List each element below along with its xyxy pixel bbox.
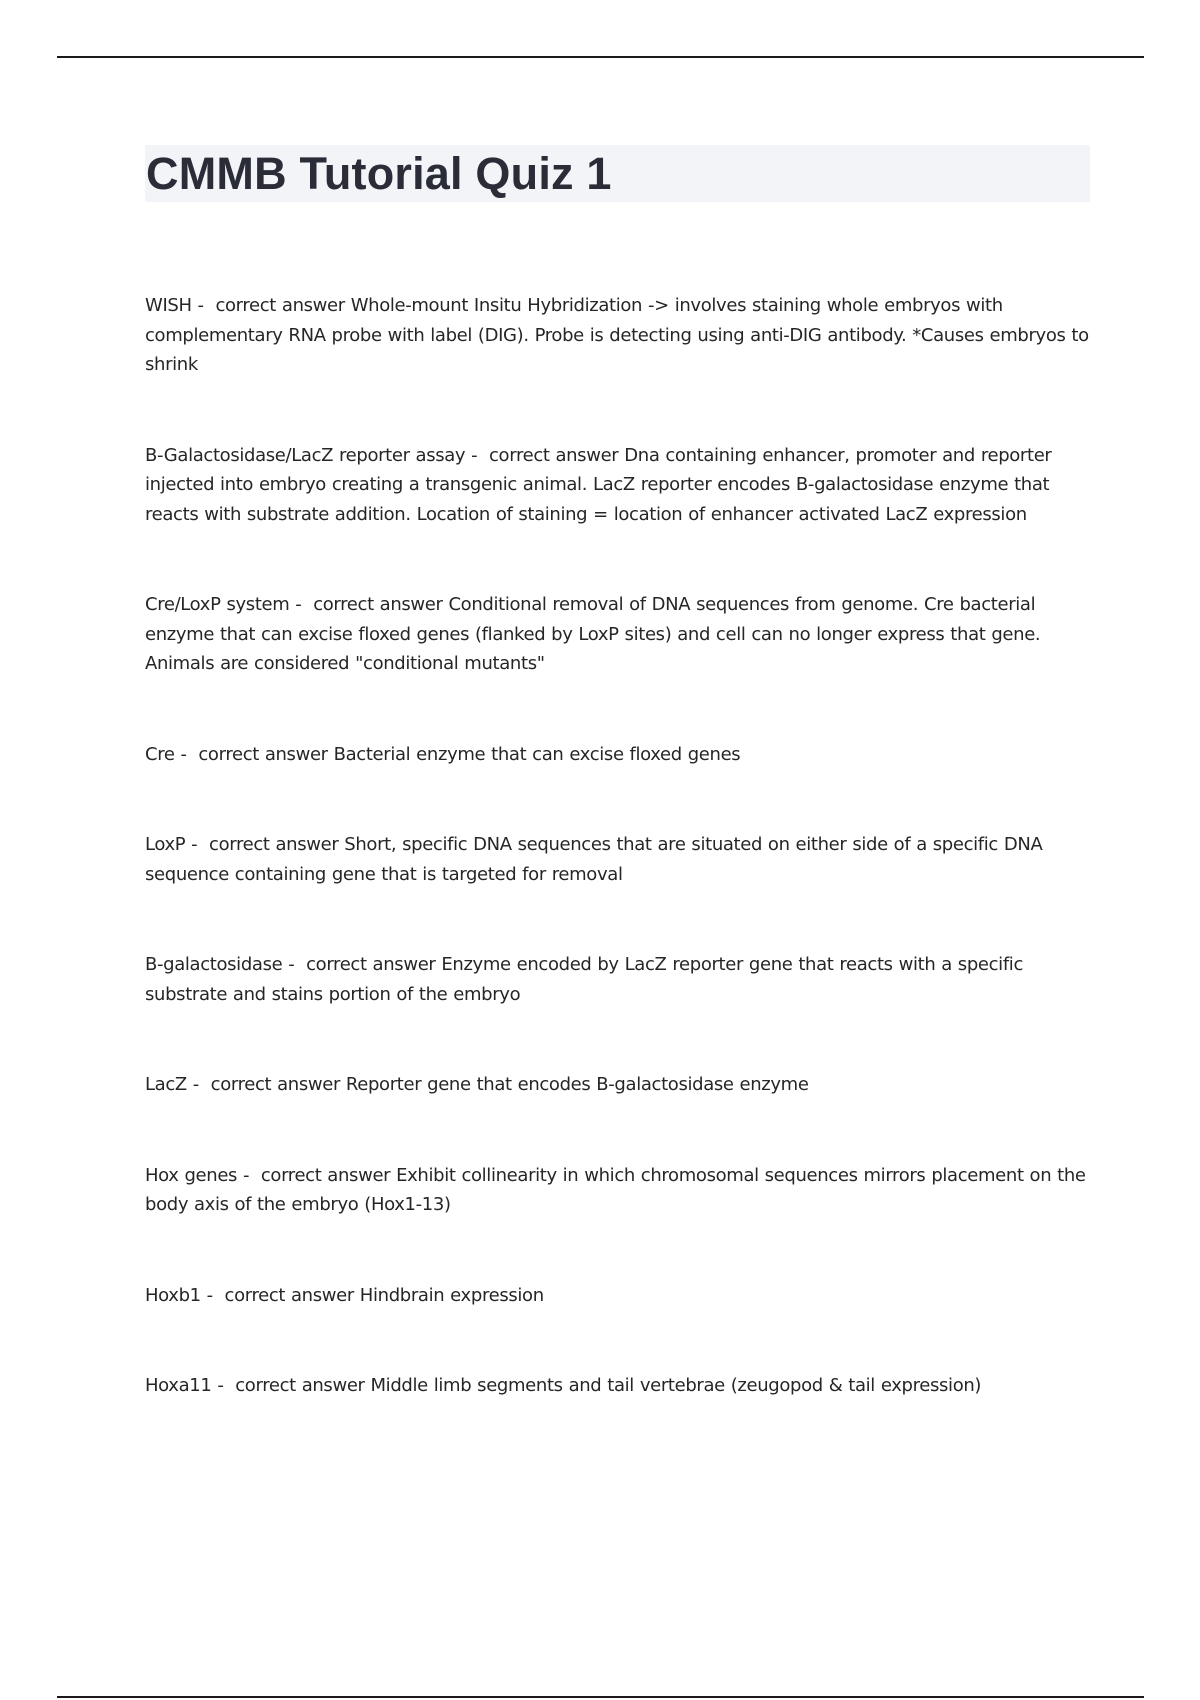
qa-separator: correct answer [210,1074,341,1095]
qa-item-wish: WISH - correct answer Whole-mount Insitu Hybridization -> involves staining whole embryos with complementary RNA probe with label (DIG). Probe is detecting using anti-DIG antibody. *Causes embryos to shrink [145,295,1089,375]
qa-separator: correct answer [198,743,328,765]
qa-term: Hoxa11 [145,1375,212,1396]
qa-answer: Exhibit collinearity in which chromosomal sequences mirrors placement on the body axis of the embryo (Hox1-13) [145,1164,1086,1215]
qa-answer: Enzyme encoded by LacZ reporter gene that reacts with a specific substrate and stains portion of the embryo [145,954,1024,1005]
qa-term: Hox genes [145,1164,238,1186]
qa-answer: Short, specific DNA sequences that are situated on either side of a specific DNA sequence containing gene that is targeted for removal [145,834,1043,885]
qa-item-cre-loxp: Cre/LoxP system - correct answer Conditional removal of DNA sequences from genome. Cre bacterial enzyme that can excise floxed genes (flanked by LoxP sites) and cell can no longer express that gene. Animals are considered "conditional mutants" [145,594,1041,674]
qa-separator: correct answer [489,444,619,466]
qa-term: B-Galactosidase/LacZ reporter assay [145,444,466,466]
qa-item-lacz-assay: B-Galactosidase/LacZ reporter assay - correct answer Dna containing enhancer, promoter and reporter injected into embryo creating a transgenic animal. LacZ reporter encodes B-galactosidase enzyme that reacts with substrate addition. Location of staining = location of enhancer activated LacZ expression [145,444,1052,525]
qa-separator: correct answer [306,954,436,975]
qa-item-hox-genes: Hox genes - correct answer Exhibit collinearity in which chromosomal sequences mirrors placement on the body axis of the embryo (Hox1-13) [145,1164,1086,1215]
qa-answer: Hindbrain expression [359,1284,544,1306]
qa-answer: Conditional removal of DNA sequences from genome. Cre bacterial enzyme that can excise floxed genes (flanked by LoxP sites) and cell can no longer express that gene. Animals are considered "conditional mutants" [145,594,1041,674]
qa-term: LacZ [145,1074,187,1095]
qa-separator: correct answer [215,295,345,316]
qa-item-hoxa11: Hoxa11 - correct answer Middle limb segments and tail vertebrae (zeugopod & tail expression) [145,1375,982,1396]
qa-term: Cre [145,743,175,765]
qa-answer: Bacterial enzyme that can excise floxed genes [333,743,741,765]
qa-answer: Dna containing enhancer, promoter and reporter injected into embryo creating a transgenic animal. LacZ reporter encodes B-galactosidase enzyme that reacts with substrate addition. Location of staining = location of enhancer activated LacZ expression [145,444,1052,525]
qa-separator: correct answer [260,1164,391,1186]
qa-item-loxp: LoxP - correct answer Short, specific DNA sequences that are situated on either side of a specific DNA sequence containing gene that is targeted for removal [145,834,1043,885]
qa-term: Cre/LoxP system [145,594,290,615]
qa-separator: correct answer [209,834,339,855]
qa-answer: Middle limb segments and tail vertebrae (zeugopod & tail expression) [370,1375,982,1396]
bottom-rule [57,1696,1144,1698]
qa-separator: correct answer [224,1284,354,1306]
qa-separator: correct answer [235,1375,365,1396]
qa-item-b-galactosidase: B-galactosidase - correct answer Enzyme encoded by LacZ reporter gene that reacts with a specific substrate and stains portion of the embryo [145,954,1024,1005]
qa-term: Hoxb1 [145,1284,201,1306]
qa-answer: Whole-mount Insitu Hybridization -> involves staining whole embryos with complementary RNA probe with label (DIG). Probe is detecting using anti-DIG antibody. *Causes embryos to shrink [145,295,1089,375]
qa-item-lacz: LacZ - correct answer Reporter gene that encodes B-galactosidase enzyme [145,1074,809,1095]
qa-answer: Reporter gene that encodes B-galactosidase enzyme [345,1074,809,1095]
qa-list [145,291,1090,1401]
page-title: CMMB Tutorial Quiz 1 [146,148,612,199]
qa-term: WISH [145,295,192,316]
qa-term: B-galactosidase [145,954,283,975]
qa-separator: correct answer [313,594,443,615]
qa-item-cre: Cre - correct answer Bacterial enzyme that can excise floxed genes [145,743,741,765]
qa-term: LoxP [145,834,186,855]
top-rule [57,56,1144,58]
qa-item-hoxb1: Hoxb1 - correct answer Hindbrain expression [145,1284,544,1306]
